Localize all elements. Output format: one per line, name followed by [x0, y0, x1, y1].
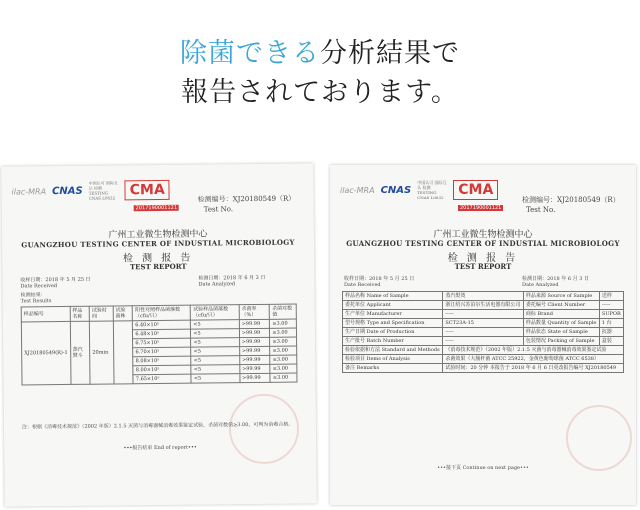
table-row: 样品名称 Name of Sample 蒸汽熨烫 样品来源 Source of Sample 送样 [343, 292, 624, 301]
test-no-label: Test No. [526, 206, 556, 214]
report-title-en: TEST REPORT [454, 262, 512, 271]
test-no-label: Test No. [203, 205, 234, 214]
center-name-en: GUANGZHOU TESTING CENTER OF INDUSTIAL MICROBIOLOGY [21, 237, 295, 250]
certification-logos [340, 177, 498, 203]
center-name-cn: 广州工业微生物检测中心 [433, 230, 533, 240]
cnas-subtitle: 中国认可 国际互认 检测 TESTING CNAS L0632 [417, 180, 447, 200]
table-row: 生产单位 Manufacturer ----- 商标 Brand SUPOR [343, 310, 624, 319]
right-test-report [330, 165, 636, 505]
table-row: XJ20180549(R)-1 蒸汽熨斗 20min 6.40×10⁵ <5 >99.99 ≥3.00 [21, 319, 296, 331]
date-received: 收样日期：2018 年 5 月 25 日 Date Received [344, 276, 415, 288]
table-row: 6.75×10⁵ <5 >99.99 ≥3.00 [22, 337, 297, 349]
table-row: 8.08×10⁵ <5 >99.99 ≥3.00 [22, 355, 297, 367]
date-analyzed: 检测日期：2018 年 6 月 3 日 Date Analyzed [522, 276, 590, 288]
table-row: 生产批号 Batch Number ----- 包装情况 Packing of Sample 盒装 [343, 337, 624, 346]
table-header-row: 样品编号 样品名称 试验时间 试验菌株 阳性对照样品菌落数（cfu/只） 试验样品菌落数（cfu/只） 杀菌率（%） 杀菌对数值 [21, 304, 296, 322]
headline-accent: 除菌できる [180, 38, 320, 69]
center-name-en: GUANGZHOU TESTING CENTER OF INDUSTIAL MICROBIOLOGY [346, 239, 620, 248]
ilac-logo: ilac-MRA [340, 185, 375, 195]
table-row: 备注 Remarks 试验时间：20 分钟 本报告于 2018 年 6 月 6 日更改报告编号 XJ20180549 [343, 364, 624, 373]
table-row: 6.48×10⁵ <5 >99.99 ≥3.00 [21, 328, 296, 340]
cnas-subtitle: 中国认可 国际互认 检测 TESTING CNAS L0632 [88, 180, 118, 201]
ilac-logo: ilac-MRA [11, 186, 47, 197]
table-row: 检验依据和方法 Standard and Methods 《消毒技术规范》（2002 年版）2.1.5 灭菌与消毒器械消毒效果鉴定试验 [343, 346, 624, 355]
date-analyzed: 检测日期：2018 年 6 月 3 日 Date Analyzed [198, 274, 266, 288]
report-title-cn: 检 测 报 告 [447, 253, 519, 264]
cnas-logo: CNAS [52, 185, 83, 197]
headline-line-2: 報告されております。 [181, 77, 459, 108]
date-received: 收样日期：2018 年 5 月 25 日 Date Received [20, 276, 91, 290]
cma-logo: CMA [125, 180, 170, 200]
results-table [21, 304, 298, 386]
report-number: 检测编号：XJ20180549（R） [197, 194, 296, 204]
report-title-en: TEST REPORT [129, 261, 187, 272]
table-row: 7.65×10⁵ <5 >99.99 ≥3.00 [22, 373, 297, 385]
cma-number: 2017190001121 [460, 205, 502, 211]
table-row: 6.70×10⁵ <5 >99.99 ≥3.00 [22, 346, 297, 358]
table-row: 委托单位 Applicant 浙江绍兴苏泊尔生活电器有限公司 委托编号 Client Number ----- [343, 301, 624, 310]
seal-stamp [566, 405, 632, 471]
table-row: 生产日期 Date of Production ----- 样品状态 State of Sample 抗器 [343, 328, 624, 337]
headline-line-1 [0, 31, 640, 70]
table-row: 检验项目 Items of Analysis 杀菌效果（大肠杆菌 ATCC 25922，金黄色葡萄球菌 ATCC 6538） [343, 355, 624, 364]
report-title-cn: 检 测 报 告 [122, 252, 194, 265]
cma-logo: CMA [453, 180, 498, 200]
end-of-report: •••报告结束 End of report••• [123, 444, 197, 452]
seal-stamp [229, 394, 300, 465]
center-name-cn: 广州工业微生物检测中心 [108, 229, 208, 241]
continue-next-page: •••接下页 Continue on next page••• [437, 465, 529, 471]
headline-rest: 分析結果で [320, 38, 460, 69]
sample-info-table [342, 291, 624, 373]
cnas-logo: CNAS [380, 184, 412, 196]
cma-number: 2017190001121 [135, 204, 178, 212]
table-row: 8.00×10⁵ <5 >99.99 ≥3.00 [22, 364, 297, 376]
left-test-report [1, 163, 317, 506]
certification-logos [11, 177, 170, 205]
table-row: 型号规格 Type and Specification SCT23A-15 样品数量 Quantity of Sample 1 台 [343, 319, 624, 328]
results-label: 检测结果： Test Results [20, 292, 52, 305]
report-number: 检测编号：XJ20180549（R） [522, 196, 620, 204]
report-note: 注：根据《消毒技术规范》（2002 年版）2.1.5 灭菌与消毒器械消毒效果鉴定试验，杀菌对数值≥3.00，可判为消毒合格。 [21, 421, 294, 431]
